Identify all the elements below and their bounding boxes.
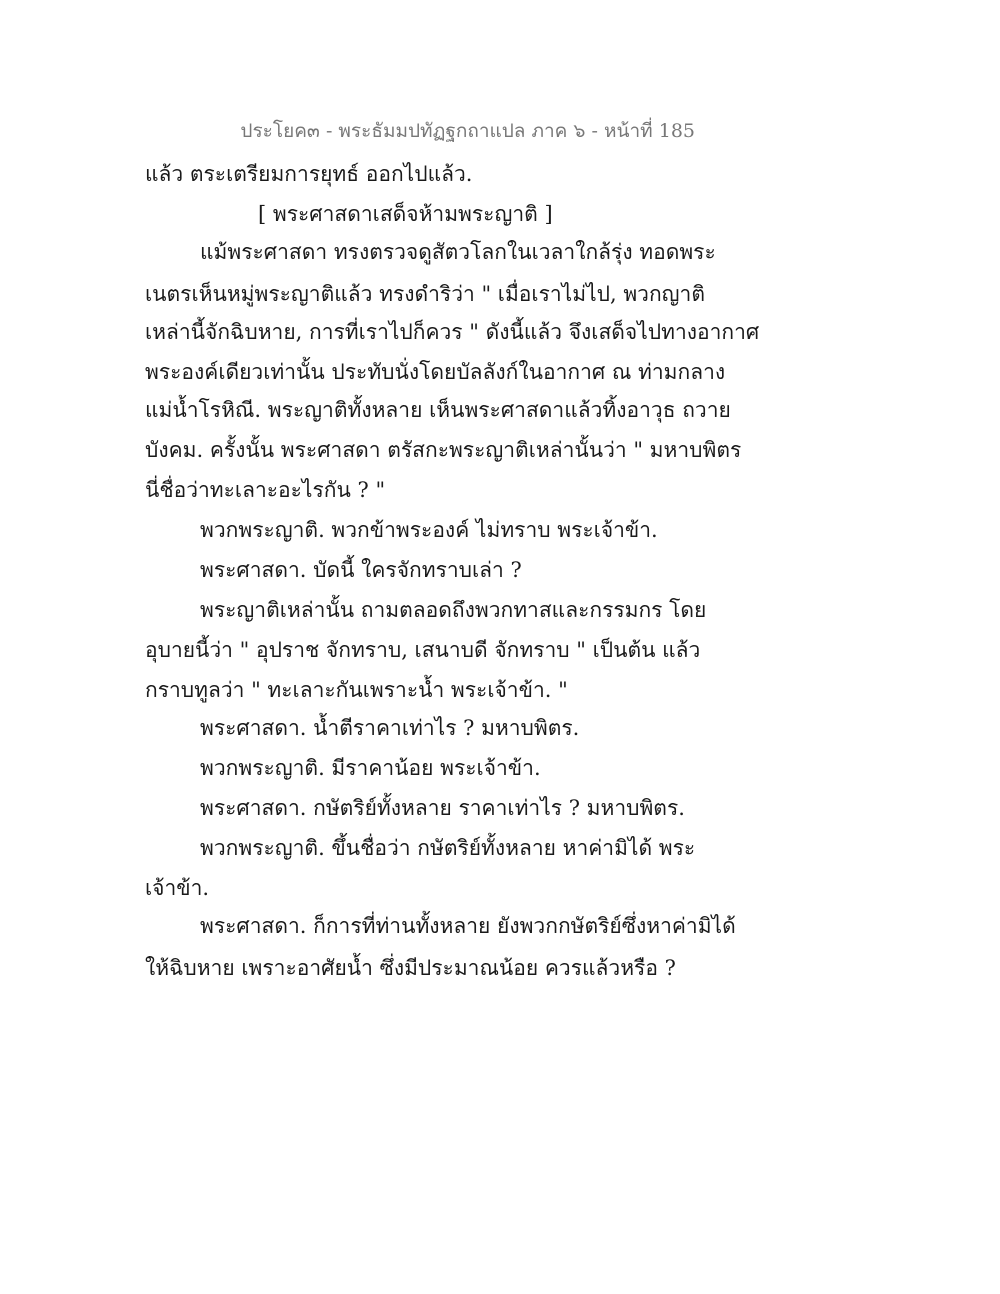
- text-line: พระศาสดา. น้ำตีราคาเท่าไร ? มหาบพิตร.: [200, 716, 580, 740]
- text-line: พวกพระญาติ. พวกข้าพระองค์ ไม่ทราบ พระเจ้าข้า.: [200, 518, 658, 542]
- text-line: พระศาสดา. บัดนี้ ใครจักทราบเล่า ?: [200, 558, 522, 582]
- text-line: เจ้าข้า.: [145, 876, 210, 900]
- text-line: พระองค์เดียวเท่านั้น ประทับนั่งโดยบัลลังก์ในอากาศ ณ ท่ามกลาง: [145, 360, 726, 384]
- text-line: แล้ว ตระเตรียมการยุทธ์ ออกไปแล้ว.: [145, 162, 473, 186]
- text-line: แม่น้ำโรหิณี. พระญาติทั้งหลาย เห็นพระศาสดาแล้วทิ้งอาวุธ ถวาย: [145, 398, 731, 422]
- page-header: ประโยค๓ - พระธัมมปทัฏฐกถาแปล ภาค ๖ - หน้าที่ 185: [240, 120, 695, 142]
- text-line: กราบทูลว่า " ทะเลาะกันเพราะน้ำ พระเจ้าข้า. ": [145, 678, 568, 702]
- text-line: เหล่านี้จักฉิบหาย, การที่เราไปก็ควร " ดังนี้แล้ว จึงเสด็จไปทางอากาศ: [145, 320, 760, 344]
- text-line: พระศาสดา. กษัตริย์ทั้งหลาย ราคาเท่าไร ? มหาบพิตร.: [200, 796, 685, 820]
- section-heading: [ พระศาสดาเสด็จห้ามพระญาติ ]: [258, 202, 553, 226]
- text-line: พวกพระญาติ. ขึ้นชื่อว่า กษัตริย์ทั้งหลาย หาค่ามิได้ พระ: [200, 836, 696, 860]
- text-line: นี่ชื่อว่าทะเลาะอะไรกัน ? ": [145, 478, 386, 502]
- text-line: ให้ฉิบหาย เพราะอาศัยน้ำ ซึ่งมีประมาณน้อย ควรแล้วหรือ ?: [145, 956, 676, 980]
- text-line: พวกพระญาติ. มีราคาน้อย พระเจ้าข้า.: [200, 756, 541, 780]
- text-line: พระศาสดา. ก็การที่ท่านทั้งหลาย ยังพวกกษัตริย์ซึ่งหาค่ามิได้: [200, 914, 736, 938]
- text-line: อุบายนี้ว่า " อุปราช จักทราบ, เสนาบดี จักทราบ " เป็นต้น แล้ว: [145, 638, 701, 662]
- text-line: เนตรเห็นหมู่พระญาติแล้ว ทรงดำริว่า " เมื่อเราไม่ไป, พวกญาติ: [145, 282, 705, 306]
- text-line: บังคม. ครั้งนั้น พระศาสดา ตรัสกะพระญาติเหล่านั้นว่า " มหาบพิตร: [145, 438, 742, 462]
- text-line: แม้พระศาสดา ทรงตรวจดูสัตวโลกในเวลาใกล้รุ่ง ทอดพระ: [200, 240, 716, 264]
- text-line: พระญาติเหล่านั้น ถามตลอดถึงพวกทาสและกรรมกร โดย: [200, 598, 707, 622]
